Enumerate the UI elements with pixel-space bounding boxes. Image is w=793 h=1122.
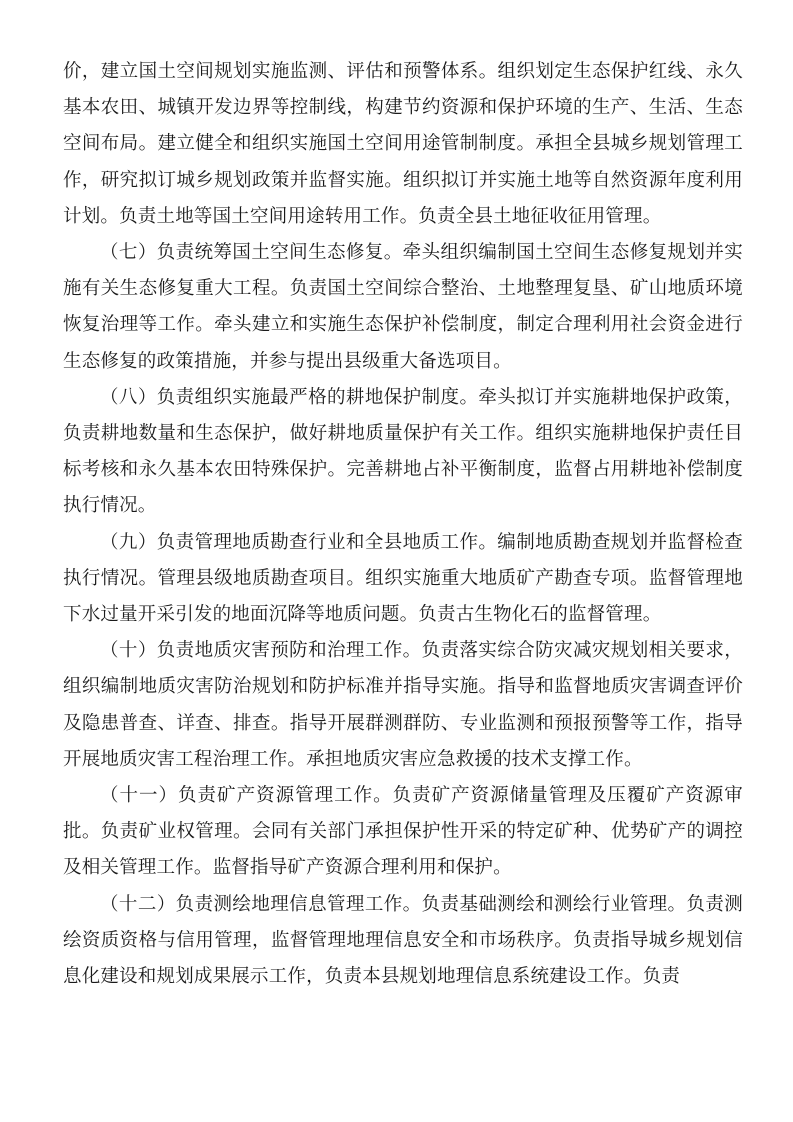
document-page [63,54,743,995]
paragraph-item-12: （十二）负责测绘地理信息管理工作。负责基础测绘和测绘行业管理。负责测绘资质资格与信用管理，监督管理地理信息安全和市场秩序。负责指导城乡规划信息化建设和规划成果展示工作，负责本县规划地理信息系统建设工作。负责 [63,893,743,988]
paragraph-item-10: （十）负责地质灾害预防和治理工作。负责落实综合防灾减灾规划相关要求，组织编制地质灾害防治规划和防护标准并指导实施。指导和监督地质灾害调查评价及隐患普查、详查、排查。指导开展群测群防、专业监测和预报预警等工作，指导开展地质灾害工程治理工作。承担地质灾害应急救援的技术支撑工作。 [63,640,743,770]
paragraph-item-9: （九）负责管理地质勘查行业和全县地质工作。编制地质勘查规划并监督检查执行情况。管理县级地质勘查项目。组织实施重大地质矿产勘查专项。监督管理地下水过量开采引发的地面沉降等地质问题。负责古生物化石的监督管理。 [63,531,743,626]
paragraph-item-8: （八）负责组织实施最严格的耕地保护制度。牵头拟订并实施耕地保护政策，负责耕地数量和生态保护，做好耕地质量保护有关工作。组织实施耕地保护责任目标考核和永久基本农田特殊保护。完善耕地占补平衡制度，监督占用耕地补偿制度执行情况。 [63,386,743,517]
paragraph-continuation: 价，建立国土空间规划实施监测、评估和预警体系。组织划定生态保护红线、永久基本农田、城镇开发边界等控制线，构建节约资源和保护环境的生产、生活、生态空间布局。建立健全和组织实施国土空间用途管制制度。承担全县城乡规划管理工作，研究拟订城乡规划政策并监督实施。组织拟订并实施土地等自然资源年度利用计划。负责土地等国土空间用途转用工作。负责全县土地征收征用管理。 [63,61,743,227]
paragraph-item-11: （十一）负责矿产资源管理工作。负责矿产资源储量管理及压覆矿产资源审批。负责矿业权管理。会同有关部门承担保护性开采的特定矿种、优势矿产的调控及相关管理工作。监督指导矿产资源合理利用和保护。 [63,785,743,879]
paragraph-item-7: （七）负责统筹国土空间生态修复。牵头组织编制国土空间生态修复规划并实施有关生态修复重大工程。负责国土空间综合整治、土地整理复垦、矿山地质环境恢复治理等工作。牵头建立和实施生态保护补偿制度，制定合理利用社会资金进行生态修复的政策措施，并参与提出县级重大备选项目。 [63,242,743,372]
